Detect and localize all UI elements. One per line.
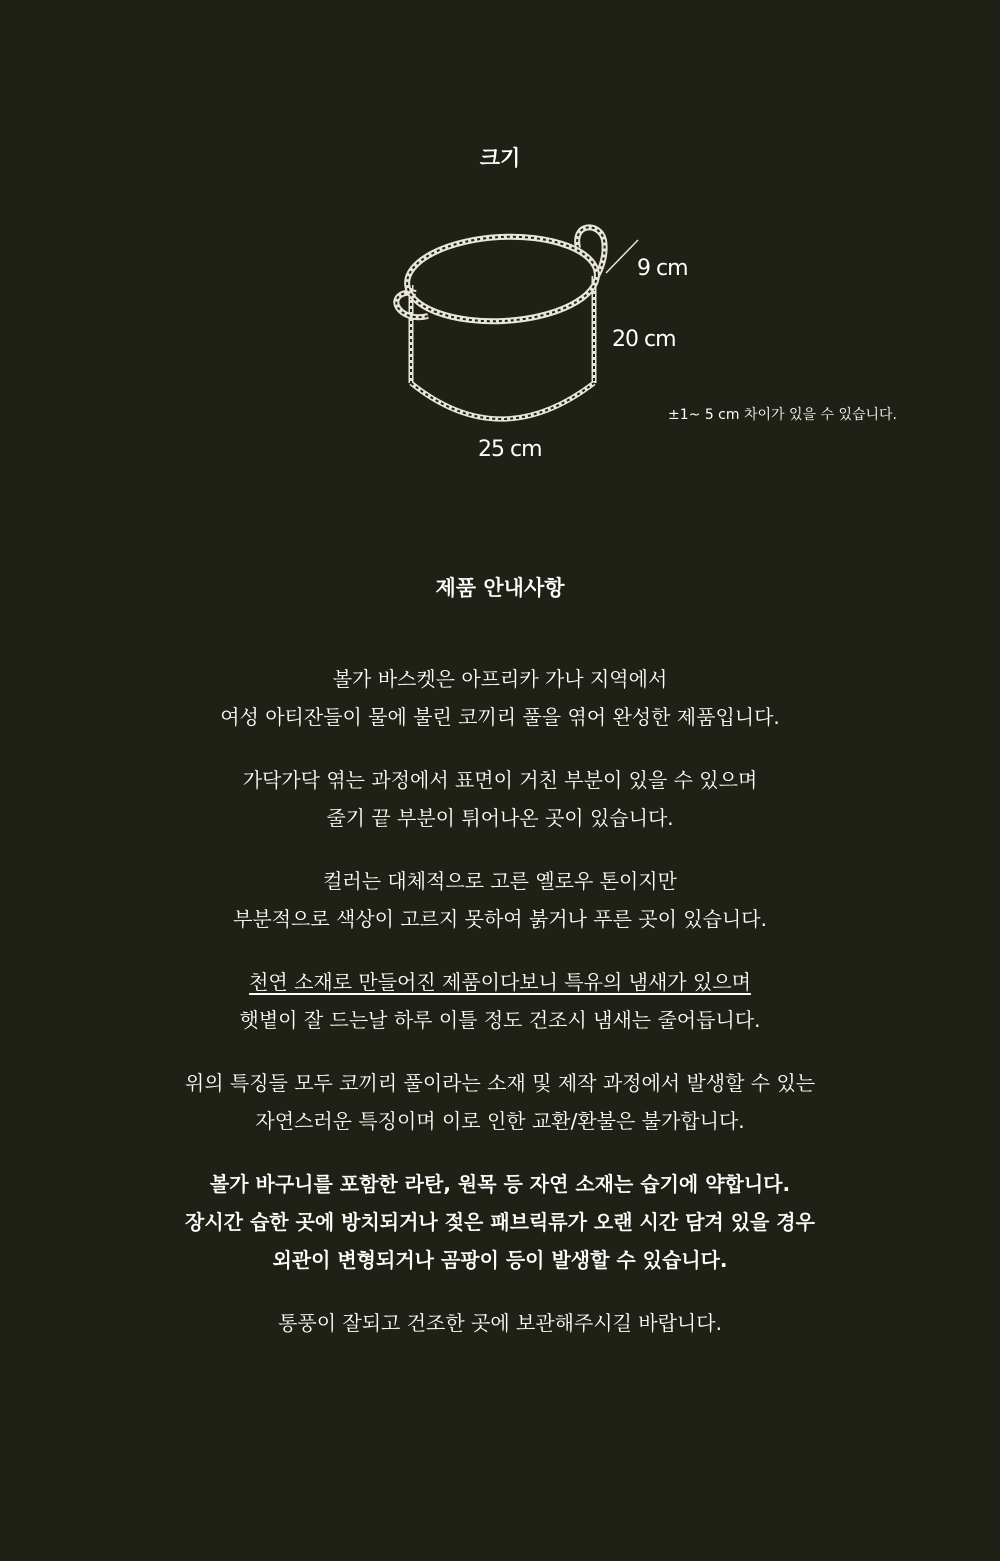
info-paragraph [0, 761, 1000, 837]
info-line: 줄기 끝 부분이 튀어나온 곳이 있습니다. [326, 806, 674, 830]
info-line: 볼가 바구니를 포함한 라탄, 원목 등 자연 소재는 습기에 약합니다. [209, 1172, 791, 1196]
basket-body [411, 276, 594, 419]
info-paragraph [0, 862, 1000, 938]
width-label: 25 cm [478, 437, 542, 462]
info-line: 부분적으로 색상이 고르지 못하여 붉거나 푸른 곳이 있습니다. [233, 907, 767, 931]
basket-rim [405, 232, 599, 326]
info-paragraph [0, 660, 1000, 736]
info-line: 외관이 변형되거나 곰팡이 등이 발생할 수 있습니다. [272, 1248, 728, 1272]
info-line: 가닥가닥 엮는 과정에서 표면이 거친 부분이 있을 수 있으며 [242, 768, 758, 792]
info-line: 위의 특징들 모두 코끼리 풀이라는 소재 및 제작 과정에서 발생할 수 있는 [184, 1071, 816, 1095]
info-line-underlined: 천연 소재로 만들어진 제품이다보니 특유의 냄새가 있으며 [249, 970, 751, 994]
size-section-title: 크기 [479, 146, 521, 170]
info-line: 자연스러운 특징이며 이로 인한 교환/환불은 불가합니다. [255, 1109, 745, 1133]
product-info-title: 제품 안내사항 [435, 576, 565, 600]
info-line: 컬러는 대체적으로 고른 옐로우 톤이지만 [323, 869, 677, 893]
info-paragraph [0, 1304, 1000, 1342]
info-line: 장시간 습한 곳에 방치되거나 젖은 패브릭류가 오랜 시간 담겨 있을 경우 [185, 1210, 815, 1234]
basket-size-diagram [0, 0, 1000, 520]
height-label: 20 cm [612, 327, 676, 352]
info-paragraph [0, 1064, 1000, 1140]
info-line: 햇볕이 잘 드는날 하루 이틀 정도 건조시 냄새는 줄어듭니다. [239, 1008, 761, 1032]
info-line: 통풍이 잘되고 건조한 곳에 보관해주시길 바랍니다. [278, 1311, 722, 1335]
info-line: 여성 아티잔들이 물에 불린 코끼리 풀을 엮어 완성한 제품입니다. [220, 705, 780, 729]
depth-label: 9 cm [637, 256, 688, 281]
info-paragraph [0, 963, 1000, 1039]
product-info-body [0, 660, 1000, 1367]
info-warning-paragraph [0, 1165, 1000, 1279]
depth-indicator-line [606, 240, 638, 273]
size-tolerance-note: ±1~ 5 cm 차이가 있을 수 있습니다. [668, 407, 898, 423]
info-line: 볼가 바스켓은 아프리카 가나 지역에서 [332, 667, 668, 691]
